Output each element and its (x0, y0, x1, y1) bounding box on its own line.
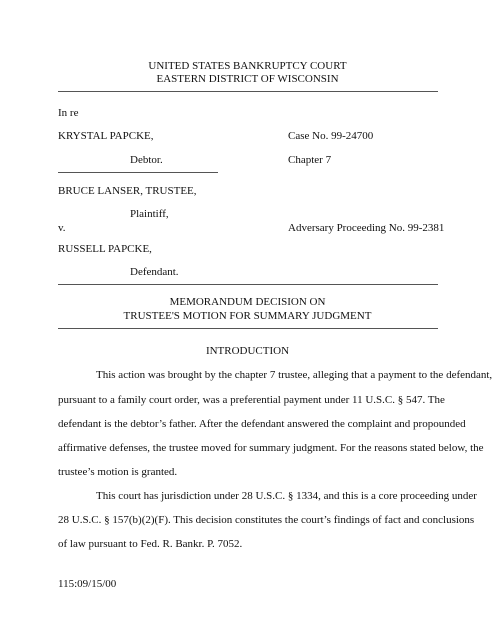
paragraph1-line: defendant is the debtor’s father. After the defendant answered the complaint and propounded (58, 418, 466, 430)
paragraph1-line: This action was brought by the chapter 7 trustee, alleging that a payment to the defendant, (96, 369, 493, 381)
defendant-name: RUSSELL PAPCKE, (58, 243, 152, 255)
debtor-name: KRYSTAL PAPCKE, (58, 130, 154, 142)
plaintiff-role: Plaintiff, (130, 208, 169, 220)
in-re-label: In re (58, 107, 79, 119)
paragraph2-line: This court has jurisdiction under 28 U.S.C. § 1334, and this is a core proceeding under (96, 490, 477, 502)
paragraph1-line: trustee’s motion is granted. (58, 466, 178, 478)
paragraph2-line: 28 U.S.C. § 157(b)(2)(F). This decision constitutes the court’s findings of fact and conclusions (58, 514, 475, 526)
paragraph1-line: affirmative defenses, the trustee moved for summary judgment. For the reasons stated below, the (58, 442, 484, 454)
versus-label: v. (58, 222, 66, 234)
debtor-role: Debtor. (130, 154, 163, 166)
chapter-label: Chapter 7 (288, 154, 332, 166)
decision-title-line1: MEMORANDUM DECISION ON (169, 296, 326, 308)
paragraph2-line: of law pursuant to Fed. R. Bankr. P. 7052. (58, 538, 243, 550)
case-number: Case No. 99-24700 (288, 130, 374, 142)
section-heading: INTRODUCTION (205, 345, 290, 357)
divider-caption-end (58, 284, 438, 285)
adversary-number: Adversary Proceeding No. 99-2381 (288, 222, 445, 234)
divider-top (58, 91, 438, 92)
paragraph1-line: pursuant to a family court order, was a preferential payment under 11 U.S.C. § 547. The (58, 394, 445, 406)
court-name: UNITED STATES BANKRUPTCY COURT (148, 60, 347, 72)
footer-code: 115:09/15/00 (58, 578, 117, 590)
divider-debtor (58, 172, 218, 173)
defendant-role: Defendant. (130, 266, 179, 278)
plaintiff-name: BRUCE LANSER, TRUSTEE, (58, 185, 197, 197)
divider-title (58, 328, 438, 329)
decision-title-line2: TRUSTEE'S MOTION FOR SUMMARY JUDGMENT (123, 310, 372, 322)
court-district: EASTERN DISTRICT OF WISCONSIN (156, 73, 339, 85)
